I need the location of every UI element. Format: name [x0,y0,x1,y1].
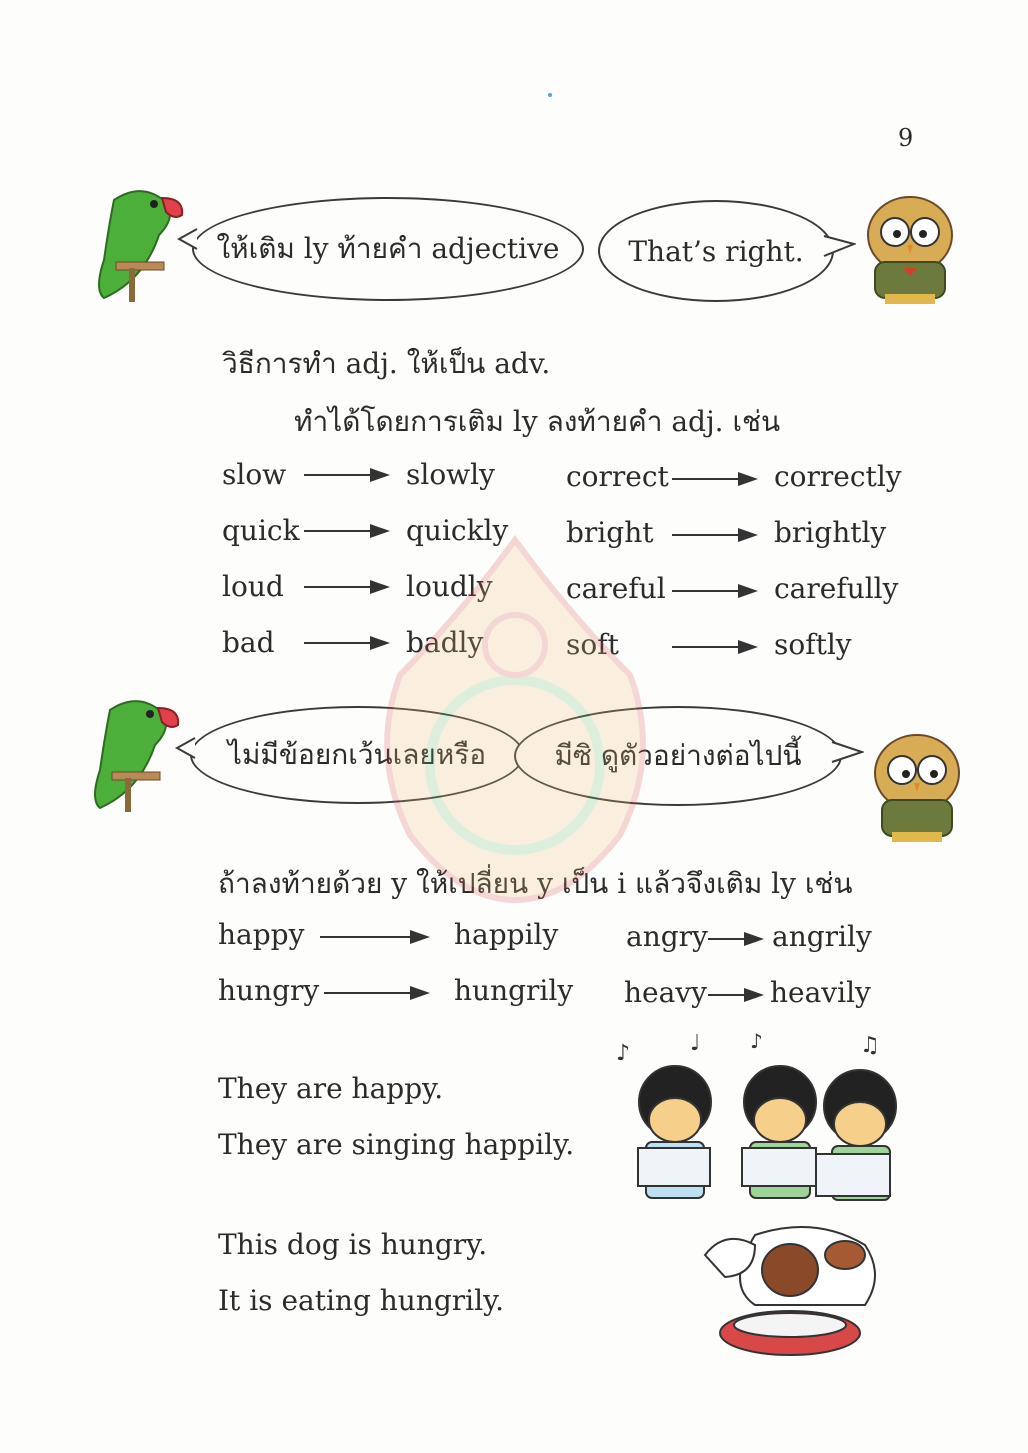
parrot-speech-bubble [190,706,524,804]
parrot-speech-text: ไม่มีข้อยกเว้นเลยหรือ [227,738,487,771]
pair-adv: badly [406,626,484,659]
parrot-bubble-tail [177,225,199,255]
arrow-icon [672,526,758,544]
pair-adv: angrily [772,920,872,953]
arrow-icon [672,470,758,488]
pair-adj: hungry [218,974,320,1007]
section2-rule: ถ้าลงท้ายด้วย y ให้เปลี่ยน y เป็น i แล้วจึงเติม ly เช่น [218,867,853,900]
section1-instruction: ทำได้โดยการเติม ly ลงท้ายคำ adj. เช่น [294,405,781,438]
owl-speech-text: That’s right. [628,234,804,268]
pair-adv: correctly [774,460,902,493]
svg-text:♪: ♪ [750,1030,763,1053]
owl-illustration [862,728,972,848]
parrot-speech-bubble [192,197,584,301]
pair-adv: quickly [406,514,509,547]
pair-adv: heavily [770,976,871,1009]
pair-adv: brightly [774,516,887,549]
arrow-icon [708,986,764,1004]
pair-adv: softly [774,628,852,661]
pair-adj: correct [566,460,669,493]
owl-bubble-tail [830,738,864,768]
pair-adj: happy [218,918,305,951]
owl-speech-bubble [598,200,834,302]
parrot-bubble-tail [175,734,197,764]
example-sentence: They are happy. [218,1072,444,1105]
hungry-dog-illustration [695,1215,895,1363]
pair-adj: loud [222,570,284,603]
pair-adv: happily [454,918,559,951]
example-sentence: They are singing happily. [218,1128,575,1161]
svg-text:♪: ♪ [616,1041,631,1066]
parrot-illustration [70,690,190,820]
pair-adv: hungrily [454,974,574,1007]
svg-text:♫: ♫ [860,1033,880,1058]
example-sentence: This dog is hungry. [218,1228,488,1261]
singing-children-illustration [610,1030,910,1205]
decorative-dot [548,93,552,97]
pair-adj: careful [566,572,666,605]
arrow-icon [304,634,390,652]
arrow-icon [304,466,390,484]
arrow-icon [324,984,430,1002]
pair-adj: soft [566,628,619,661]
owl-bubble-tail [822,232,856,262]
pair-adv: carefully [774,572,899,605]
section1-heading: วิธีการทำ adj. ให้เป็น adv. [222,347,551,380]
arrow-icon [304,522,390,540]
pair-adj: slow [222,458,287,491]
arrow-icon [672,638,758,656]
pair-adj: quick [222,514,300,547]
example-sentence: It is eating hungrily. [218,1284,505,1317]
pair-adj: bright [566,516,654,549]
owl-speech-bubble [514,706,842,806]
parrot-speech-text: ให้เติม ly ท้ายคำ adjective [216,232,560,265]
pair-adj: heavy [624,976,707,1009]
page-number: 9 [898,124,914,152]
arrow-icon [320,928,430,946]
arrow-icon [672,582,758,600]
arrow-icon [708,930,764,948]
parrot-illustration [74,180,194,310]
pair-adj: angry [626,920,708,953]
pair-adj: bad [222,626,275,659]
pair-adv: slowly [406,458,495,491]
svg-text:♩: ♩ [690,1031,701,1056]
arrow-icon [304,578,390,596]
owl-illustration [855,190,965,310]
pair-adv: loudly [406,570,493,603]
owl-speech-text: มีซิ ดูตัวอย่างต่อไปนี้ [554,739,802,772]
